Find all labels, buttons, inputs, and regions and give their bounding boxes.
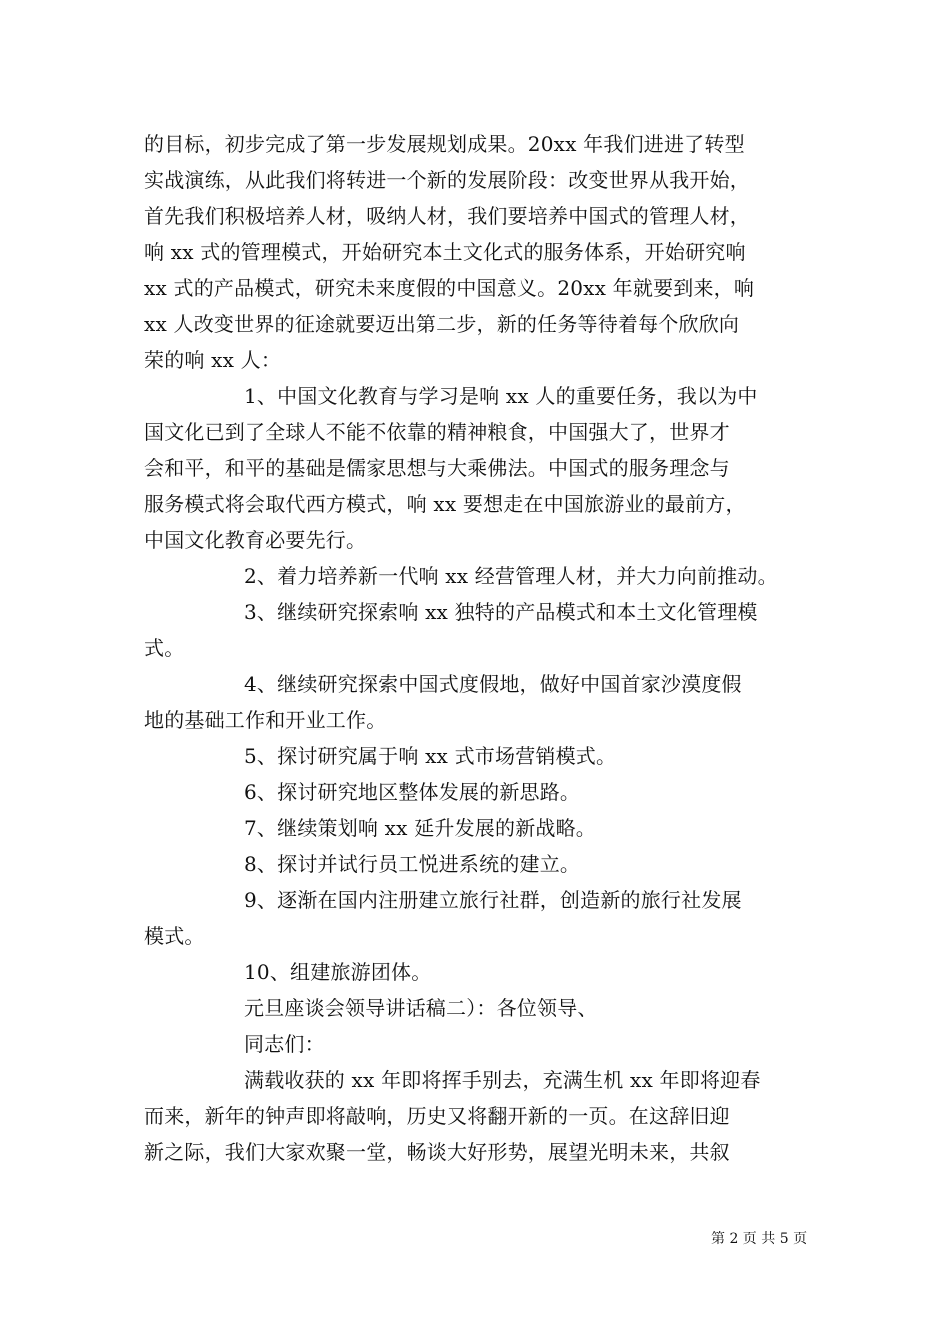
list-item-4: 4、继续研究探索中国式度假地，做好中国首家沙漠度假 bbox=[244, 672, 742, 696]
text-line: 响 xx 式的管理模式，开始研究本土文化式的服务体系，开始研究响 bbox=[144, 240, 746, 264]
list-item-2: 2、着力培养新一代响 xx 经营管理人材，并大力向前推动。 bbox=[244, 564, 778, 588]
list-item-9: 9、逐渐在国内注册建立旅行社群，创造新的旅行社发展 bbox=[244, 888, 742, 912]
page-number: 第 2 页 共 5 页 bbox=[711, 1231, 808, 1247]
text-line: 地的基础工作和开业工作。 bbox=[144, 708, 387, 732]
text-line: 中国文化教育必要先行。 bbox=[144, 528, 367, 552]
text-line: 模式。 bbox=[144, 924, 205, 948]
list-item-7: 7、继续策划响 xx 延升发展的新战略。 bbox=[244, 816, 596, 840]
list-item-1: 1、中国文化教育与学习是响 xx 人的重要任务，我以为中 bbox=[244, 384, 758, 408]
salutation: 同志们： bbox=[244, 1032, 325, 1056]
text-line: 实战演练，从此我们将转进一个新的发展阶段：改变世界从我开始， bbox=[144, 168, 750, 192]
text-line: 荣的响 xx 人： bbox=[144, 348, 282, 372]
text-line: 首先我们积极培养人材，吸纳人材，我们要培养中国式的管理人材， bbox=[144, 204, 750, 228]
text-line: 新之际，我们大家欢聚一堂，畅谈大好形势，展望光明未来，共叙 bbox=[144, 1140, 730, 1164]
list-item-3: 3、继续研究探索响 xx 独特的产品模式和本土文化管理模 bbox=[244, 600, 758, 624]
document-body bbox=[144, 126, 814, 1170]
text-line: xx 式的产品模式，研究未来度假的中国意义。20xx 年就要到来，响 bbox=[144, 276, 755, 300]
text-line: 式。 bbox=[144, 636, 185, 660]
list-item-10: 10、组建旅游团体。 bbox=[244, 960, 432, 984]
list-item-6: 6、探讨研究地区整体发展的新思路。 bbox=[244, 780, 581, 804]
text-line: 国文化已到了全球人不能不依靠的精神粮食，中国强大了，世界才 bbox=[144, 420, 730, 444]
list-item-5: 5、探讨研究属于响 xx 式市场营销模式。 bbox=[244, 744, 617, 768]
text-line: 而来，新年的钟声即将敲响，历史又将翻开新的一页。在这辞旧迎 bbox=[144, 1104, 730, 1128]
paragraph-start: 满载收获的 xx 年即将挥手别去，充满生机 xx 年即将迎春 bbox=[244, 1068, 761, 1092]
text-line: 服务模式将会取代西方模式，响 xx 要想走在中国旅游业的最前方， bbox=[144, 492, 746, 516]
text-line: 会和平，和平的基础是儒家思想与大乘佛法。中国式的服务理念与 bbox=[144, 456, 730, 480]
section-heading: 元旦座谈会领导讲话稿二）：各位领导、 bbox=[244, 996, 598, 1020]
list-item-8: 8、探讨并试行员工悦进系统的建立。 bbox=[244, 852, 581, 876]
text-line: xx 人改变世界的征途就要迈出第二步，新的任务等待着每个欣欣向 bbox=[144, 312, 740, 336]
text-line: 的目标，初步完成了第一步发展规划成果。20xx 年我们进进了转型 bbox=[144, 132, 745, 156]
